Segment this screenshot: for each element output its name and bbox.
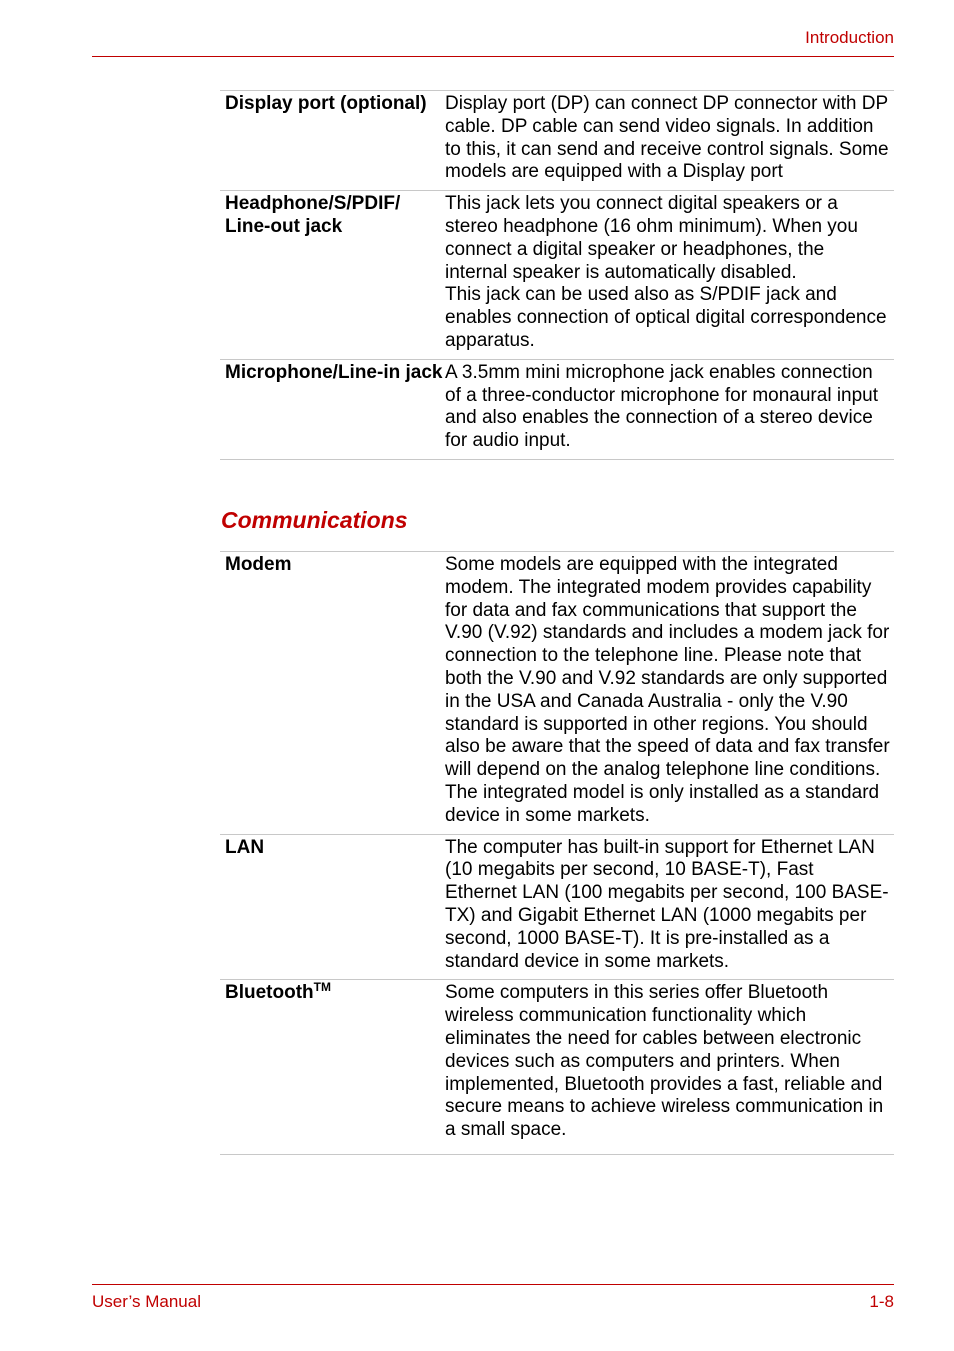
term-display-port: Display port (optional) — [225, 93, 427, 114]
running-header: Introduction — [805, 28, 894, 47]
page-number: 1-8 — [869, 1292, 894, 1311]
desc-bluetooth — [445, 982, 894, 1142]
desc-paragraph: Some models are equipped with the integrated modem. The integrated modem provides capability for data and fax communications that support the V.90 (V.92) standards and includes a modem jack for connection to the telephone line. Please note that both the V.90 and V.92 standards are only supported in the USA and Canada Australia - only the V.90 standard is supported in other regions. You should also be aware that the speed of data and fax transfer will depend on the analog telephone line conditions. The integrated model is only installed as a standard device in some markets. — [445, 554, 890, 826]
desc-paragraph: The computer has built-in support for Ethernet LAN (10 megabits per second, 10 BASE-T), Fast Ethernet LAN (100 megabits per second, 100 BASE-TX) and Gigabit Ethernet LAN (1000 megabits per second, 1000 BASE-T). It is pre-installed as a standard device in some markets. — [445, 836, 889, 972]
table-row — [220, 91, 894, 191]
table-row — [220, 980, 894, 1155]
desc-modem — [445, 554, 894, 828]
trademark-superscript: TM — [313, 980, 331, 995]
desc-paragraph: Display port (DP) can connect DP connector with DP cable. DP cable can send video signals. In addition to this, it can send and receive control signals. Some models are equipped with a Display port — [445, 93, 889, 183]
term-headphone-jack: Headphone/S/PDIF/ Line-out jack — [225, 193, 401, 237]
desc-paragraph: This jack can be used also as S/PDIF jack and enables connection of optical digital correspondence apparatus. — [445, 284, 887, 351]
desc-paragraph: Some computers in this series offer Bluetooth wireless communication functionality which eliminates the need for cables between electronic devices such as computers and printers. When implemented, Bluetooth provides a fast, reliable and secure means to achieve wireless communication in a small space. — [445, 982, 884, 1141]
term-bluetooth-label: Bluetooth — [225, 982, 314, 1004]
table-row — [220, 835, 894, 981]
communications-table — [220, 551, 894, 1155]
term-modem: Modem — [225, 554, 292, 575]
term-bluetooth — [220, 982, 445, 1142]
table-row — [220, 552, 894, 835]
desc-headphone-jack — [445, 193, 894, 353]
table-row — [220, 191, 894, 360]
desc-lan — [445, 837, 894, 974]
term-microphone-jack: Microphone/Line-in jack — [225, 361, 443, 383]
desc-microphone-jack — [445, 362, 894, 453]
term-lan: LAN — [225, 836, 265, 858]
footer-rule — [92, 1284, 894, 1285]
footer-manual-title: User’s Manual — [92, 1292, 201, 1311]
desc-paragraph: This jack lets you connect digital speakers or a stereo headphone (16 ohm minimum). When you connect a digital speaker or headphones, the internal speaker is automatically disabled. — [445, 193, 858, 283]
header-rule — [92, 56, 894, 57]
ports-table — [220, 90, 894, 460]
table-row — [220, 360, 894, 460]
desc-display-port — [445, 93, 894, 184]
desc-paragraph: A 3.5mm mini microphone jack enables connection of a three-conductor microphone for monaural input and also enables the connection of a stereo device for audio input. — [445, 361, 879, 452]
section-heading: Communications — [221, 507, 408, 533]
